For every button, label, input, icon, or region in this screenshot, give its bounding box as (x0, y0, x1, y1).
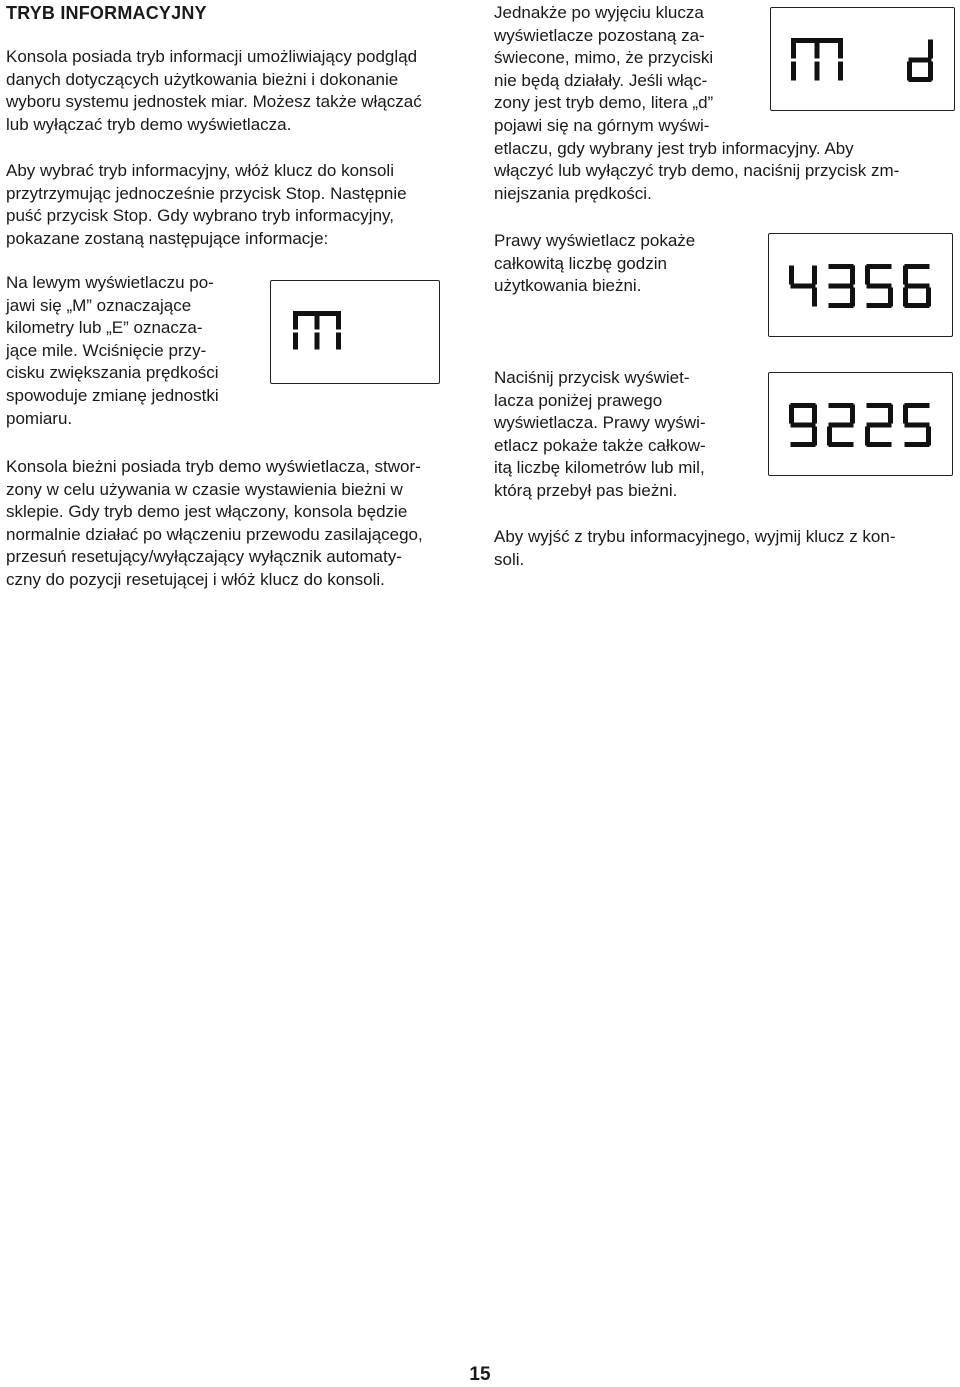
display-segment (903, 266, 908, 285)
intro-paragraph (6, 46, 422, 136)
display-segment (315, 313, 320, 330)
display-segment (928, 62, 933, 81)
display-segment (867, 403, 892, 408)
display-segment (791, 62, 796, 81)
display-segment (293, 313, 298, 330)
text-line: kilometry lub „E” oznacza- (6, 318, 203, 338)
display-segment (829, 264, 854, 269)
display-segment (791, 40, 796, 59)
demo-display (770, 7, 955, 111)
text-line: lub wyłączać tryb demo wyświetlacza. (6, 114, 292, 134)
display-segment (336, 313, 341, 330)
display-segment (926, 427, 931, 446)
hours-paragraph (494, 230, 695, 298)
text-line: Konsola bieżni posiada tryb demo wyświetlacza, stwor- (6, 457, 421, 476)
text-line: niejszania prędkości. (494, 183, 652, 203)
page-number: 15 (469, 1364, 491, 1385)
display-segment (791, 403, 816, 408)
display-segment (829, 284, 854, 289)
display-segment (815, 62, 820, 81)
display-segment (888, 405, 893, 424)
display-segment (850, 266, 855, 285)
display-segment (829, 442, 854, 447)
display-segment (293, 333, 298, 350)
text-line: całkowitą liczbę godzin (494, 253, 667, 273)
display-segment (850, 405, 855, 424)
display-segment (903, 288, 908, 307)
text-line: którą przebył pas bieżni. (494, 480, 678, 500)
display-segment (905, 264, 930, 269)
display-segment (838, 40, 843, 59)
display-segment (867, 284, 892, 289)
text-line: cisku zwiększania prędkości (6, 363, 219, 383)
text-line: spowoduje zmianę jednostki (6, 385, 219, 405)
display-segment (865, 266, 870, 285)
hours-display-digits (769, 234, 954, 338)
display-segment (850, 288, 855, 307)
text-line: itą liczbę kilometrów lub mil, (494, 458, 705, 478)
text-line: lacza poniżej prawego (494, 390, 663, 410)
text-line: Prawy wyświetlacz pokaże (494, 231, 696, 250)
text-line: Jednakże po wyjęciu klucza (494, 3, 704, 22)
text-line: nie będą działały. Jeśli włąc- (494, 70, 708, 90)
text-line: wyświetlacza. Prawy wyświ- (494, 413, 706, 433)
display-segment (905, 423, 930, 428)
page-title: TRYB INFORMACYJNY (6, 3, 207, 23)
display-segment (905, 284, 930, 289)
text-line: przesuń resetujący/wyłączający wyłącznik automaty- (6, 547, 402, 567)
text-line: Naciśnij przycisk wyświet- (494, 368, 690, 387)
text-line: wyboru systemu jednostek miar. Możesz także włączać (6, 92, 422, 112)
display-segment (905, 303, 930, 308)
text-line: sklepie. Gdy tryb demo jest włączony, konsola będzie (6, 502, 408, 522)
text-line: normalnie działać po włączeniu przewodu zasilającego, (6, 524, 423, 544)
display-segment (867, 442, 892, 447)
display-segment (791, 284, 816, 289)
display-segment (867, 303, 892, 308)
text-line: jące mile. Wciśnięcie przy- (6, 340, 207, 360)
distance-display (768, 372, 953, 476)
text-line: Aby wyjść z trybu informacyjnego, wyjmij klucz z kon- (494, 527, 896, 546)
text-line: danych dotyczących użytkowania bieżni i dokonanie (6, 69, 399, 89)
display-segment (867, 423, 892, 428)
text-line: zony jest tryb demo, litera „d” (494, 93, 714, 113)
display-segment (838, 62, 843, 81)
display-segment (789, 266, 794, 285)
text-line: czny do pozycji resetującej i włóż klucz do konsoli. (6, 569, 385, 589)
text-line: etlacz pokaże także całkow- (494, 435, 706, 455)
display-segment (928, 40, 933, 59)
display-segment (907, 62, 912, 81)
display-segment (791, 423, 816, 428)
display-segment (888, 288, 893, 307)
exit-paragraph (494, 526, 896, 571)
display-segment (812, 266, 817, 285)
text-line: Konsola posiada tryb informacji umożliwiający podgląd (6, 47, 418, 66)
display-segment (812, 405, 817, 424)
text-line: pomiaru. (6, 408, 73, 428)
distance-display-digits (769, 373, 954, 477)
display-segment (926, 288, 931, 307)
display-segment (815, 40, 820, 59)
text-line: jawi się „M” oznaczające (6, 295, 192, 315)
text-line: zony w celu używania w czasie wystawienia bieżni w (6, 479, 403, 499)
text-line: przytrzymując jednocześnie przycisk Stop. Następnie (6, 183, 407, 203)
units-display (270, 280, 440, 384)
display-segment (827, 427, 832, 446)
units-paragraph (6, 272, 219, 430)
display-segment (336, 333, 341, 350)
text-line: Na lewym wyświetlaczu po- (6, 273, 214, 292)
display-segment (903, 405, 908, 424)
text-line: włączyć lub wyłączyć tryb demo, naciśnij przycisk zm- (494, 161, 900, 181)
enter-mode-paragraph (6, 160, 407, 250)
display-segment (829, 403, 854, 408)
display-segment (315, 333, 320, 350)
display-segment (829, 303, 854, 308)
display-segment (905, 442, 930, 447)
text-line: świecone, mimo, że przyciski (494, 48, 714, 68)
text-line: pokazane zostaną następujące informacje: (6, 228, 329, 248)
text-line: pojawi się na górnym wyświ- (494, 115, 710, 135)
display-segment (905, 403, 930, 408)
display-segment (789, 405, 794, 424)
display-segment (865, 427, 870, 446)
text-line: użytkowania bieżni. (494, 276, 642, 296)
display-segment (867, 264, 892, 269)
hours-display (768, 233, 953, 337)
display-segment (829, 423, 854, 428)
display-segment (812, 288, 817, 307)
text-line: etlaczu, gdy wybrany jest tryb informacyjny. Aby (494, 138, 854, 158)
units-display-digits (271, 281, 441, 385)
demo-paragraph (6, 456, 423, 592)
demo-display-digits (771, 8, 956, 112)
display-segment (812, 427, 817, 446)
text-line: soli. (494, 549, 525, 569)
display-segment (791, 442, 816, 447)
distance-paragraph (494, 367, 706, 503)
text-line: wyświetlacze pozostaną za- (494, 25, 705, 45)
text-line: puść przycisk Stop. Gdy wybrano tryb informacyjny, (6, 206, 394, 226)
text-line: Aby wybrać tryb informacyjny, włóż klucz do konsoli (6, 161, 394, 180)
